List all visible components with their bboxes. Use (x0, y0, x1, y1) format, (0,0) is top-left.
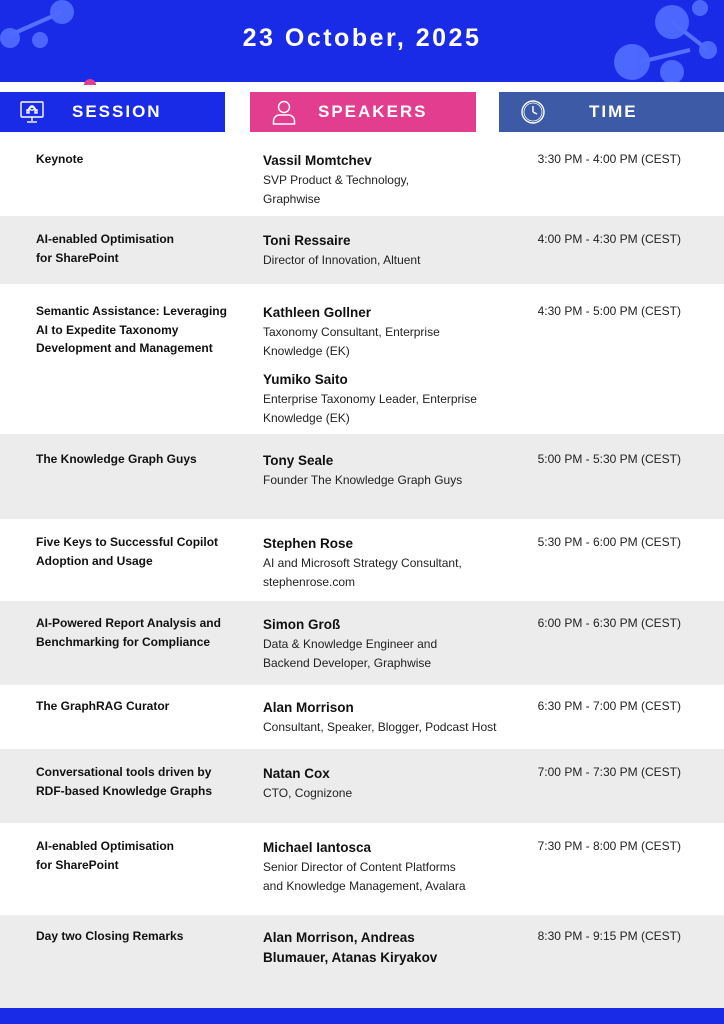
person-icon (270, 98, 298, 126)
speaker-name: Natan Cox (263, 766, 330, 781)
agenda-row (0, 685, 724, 749)
session-title: The GraphRAG Curator (36, 699, 170, 713)
pink-accent (84, 79, 96, 85)
speaker (263, 838, 523, 895)
speaker (263, 764, 523, 803)
time-column-header (499, 92, 724, 132)
speaker-list (263, 303, 523, 427)
speaker-name: Yumiko Saito (263, 372, 348, 387)
speaker-name: Simon Groß (263, 617, 341, 632)
session-time: 5:00 PM - 5:30 PM (CEST) (537, 452, 681, 466)
session-column-label: SESSION (72, 102, 162, 121)
speaker-role: AI and Microsoft Strategy Consultant, stephenrose.com (263, 556, 462, 589)
speaker-list (263, 838, 523, 895)
speaker-name: Alan Morrison (263, 700, 354, 715)
session-time: 5:30 PM - 6:00 PM (CEST) (537, 535, 681, 549)
speaker (263, 928, 523, 968)
speaker-role: Senior Director of Content Platforms and Knowledge Management, Avalara (263, 860, 466, 893)
session-title: Keynote (36, 152, 84, 166)
speaker-role: Director of Innovation, Altuent (263, 253, 421, 267)
speaker (263, 303, 523, 360)
speaker-list (263, 615, 523, 672)
session-title: Semantic Assistance: Leveraging AI to Expedite Taxonomy Development and Management (36, 304, 227, 355)
speaker-name: Stephen Rose (263, 536, 354, 551)
speaker (263, 231, 523, 270)
speaker-name: Kathleen Gollner (263, 305, 372, 320)
session-title: Five Keys to Successful Copilot Adoption and Usage (36, 535, 219, 568)
speaker-role: Enterprise Taxonomy Leader, Enterprise Knowledge (EK) (263, 392, 477, 425)
event-date-title: 23 October, 2025 (242, 24, 482, 52)
session-time: 6:30 PM - 7:00 PM (CEST) (537, 699, 681, 713)
speaker-list (263, 151, 523, 208)
speaker-role: Taxonomy Consultant, Enterprise Knowledge (EK) (263, 325, 440, 358)
session-time: 7:00 PM - 7:30 PM (CEST) (537, 765, 681, 779)
header-banner (0, 0, 724, 82)
speaker (263, 698, 523, 737)
speaker-name: Toni Ressaire (263, 233, 351, 248)
speaker-name: Michael Iantosca (263, 840, 372, 855)
speaker-list (263, 928, 523, 968)
session-time: 3:30 PM - 4:00 PM (CEST) (537, 152, 681, 166)
agenda-row (0, 216, 724, 284)
speakers-column-label: SPEAKERS (318, 102, 428, 121)
session-title: AI-Powered Report Analysis and Benchmarking for Compliance (36, 616, 221, 649)
speaker-list (263, 534, 523, 591)
session-title: AI-enabled Optimisation for SharePoint (36, 232, 175, 265)
speaker-name: Tony Seale (263, 453, 334, 468)
clock-icon (519, 98, 547, 126)
agenda-row (0, 133, 724, 216)
speaker (263, 370, 523, 427)
speaker (263, 451, 523, 490)
speaker-name: Alan Morrison, Andreas Blumauer, Atanas Kiryakov (263, 930, 438, 965)
time-column-label: TIME (589, 102, 638, 121)
agenda-row (0, 601, 724, 685)
session-title: AI-enabled Optimisation for SharePoint (36, 839, 175, 872)
agenda-row (0, 823, 724, 915)
presenter-headset-icon (18, 98, 46, 126)
speaker-role: CTO, Cognizone (263, 786, 353, 800)
session-title: The Knowledge Graph Guys (36, 452, 197, 466)
speaker-role: Data & Knowledge Engineer and Backend Developer, Graphwise (263, 637, 438, 670)
session-title: Day two Closing Remarks (36, 929, 184, 943)
footer-bar (0, 1008, 724, 1024)
speaker-role: Consultant, Speaker, Blogger, Podcast Host (263, 720, 497, 734)
speaker-role: SVP Product & Technology, Graphwise (263, 173, 410, 206)
speaker-list (263, 764, 523, 803)
session-time: 8:30 PM - 9:15 PM (CEST) (537, 929, 681, 943)
speaker-list (263, 231, 523, 270)
speaker-role: Founder The Knowledge Graph Guys (263, 473, 463, 487)
agenda-row (0, 749, 724, 823)
session-column-header (0, 92, 225, 132)
speaker (263, 615, 523, 672)
speaker-list (263, 451, 523, 490)
session-time: 7:30 PM - 8:00 PM (CEST) (537, 839, 681, 853)
speaker (263, 534, 523, 591)
agenda-row (0, 434, 724, 519)
session-title: Conversational tools driven by RDF-based Knowledge Graphs (36, 765, 213, 798)
agenda-row (0, 519, 724, 601)
agenda-row (0, 915, 724, 1008)
speakers-column-header (250, 92, 476, 132)
speaker-list (263, 698, 523, 737)
session-time: 4:30 PM - 5:00 PM (CEST) (537, 304, 681, 318)
speaker-name: Vassil Momtchev (263, 153, 372, 168)
session-time: 4:00 PM - 4:30 PM (CEST) (537, 232, 681, 246)
agenda-row (0, 284, 724, 434)
session-time: 6:00 PM - 6:30 PM (CEST) (537, 616, 681, 630)
speaker (263, 151, 523, 208)
